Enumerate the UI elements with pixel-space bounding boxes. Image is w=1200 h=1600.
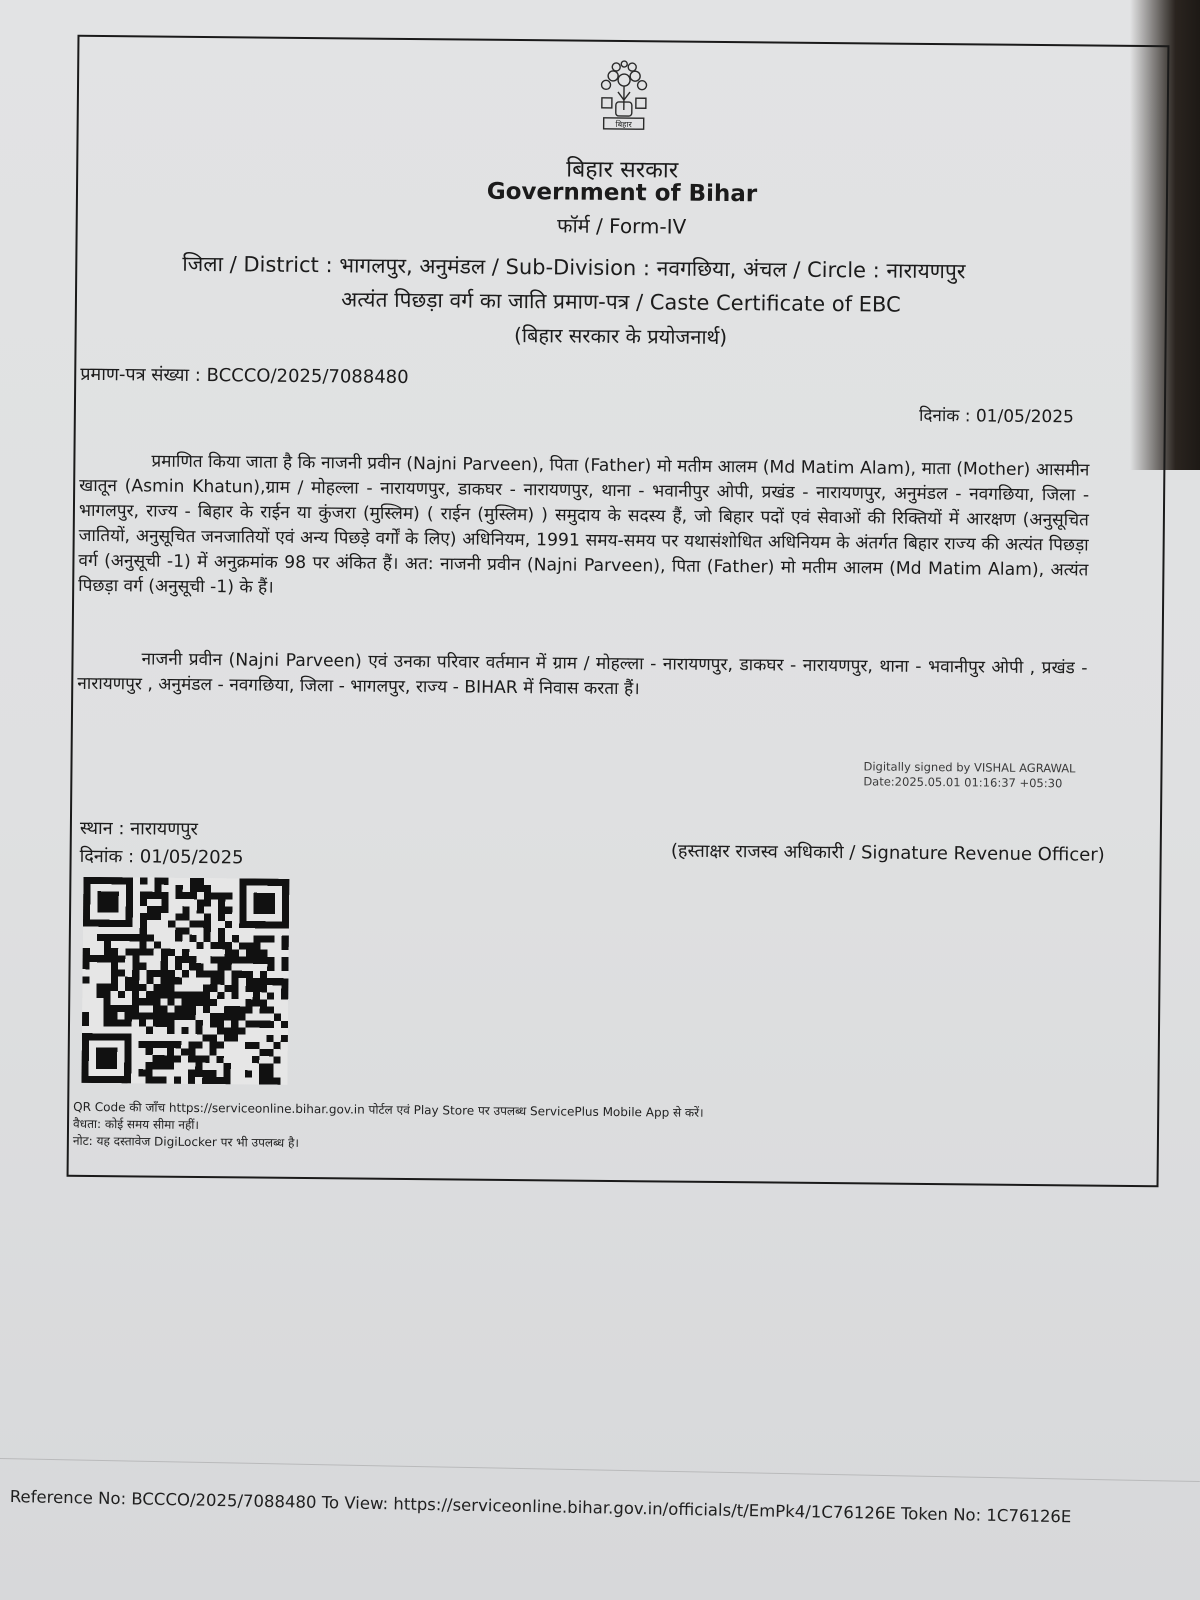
issue-date: दिनांक : 01/05/2025 [918,405,1074,428]
hindi-title: बिहार सरकार [566,156,679,184]
certificate-number: प्रमाण-पत्र संख्या : BCCCO/2025/7088480 [80,363,409,388]
certificate-paragraph-2: नाजनी प्रवीन (Najni Parveen) एवं उनका परिवार वर्तमान में ग्राम / मोहल्ला - नारायणपुर, डाकघर - नारायणपुर, थाना - भवानीपुर ओपी , प्रखंड - नारायणपुर , अनुमंडल - नवगछिया, जिला - भागलपुर, राज्य - BIHAR में निवास करता हैं। [77,649,1088,700]
reference-line: Reference No: BCCCO/2025/7088480 To View: https://serviceonline.bihar.gov.in/officials/t/EmPk4/1C76126E Token No: 1C76126E [9,1487,1072,1527]
certificate-subtitle: (बिहार सरकार के प्रयोजनार्थ) [513,322,728,350]
digital-signature-name: Digitally signed by VISHAL AGRAWAL [863,759,1076,776]
bodhi-tree-emblem-icon [594,60,655,135]
officer-signature-label: (हस्ताक्षर राजस्व अधिकारी / Signature Revenue Officer) [670,840,1105,866]
qr-code-icon [81,877,289,1085]
english-title: Government of Bihar [486,178,758,208]
qr-note: QR Code की जाँच https://serviceonline.bihar.gov.in पोर्टल एवं Play Store पर उपलब्ध ServicePlus Mobile App से करें। [73,1099,704,1120]
certificate-frame [67,35,1170,1187]
district-line: जिला / District : भागलपुर, अनुमंडल / Sub-Division : नवगछिया, अंचल / Circle : नारायणपुर [182,251,966,284]
emblem-label: बिहार [615,119,632,130]
form-label: फॉर्म / Form-IV [556,213,687,239]
place-date-line: दिनांक : 01/05/2025 [79,845,244,869]
place-date-block [79,815,243,873]
digital-signature [863,759,1075,791]
divider [0,1458,1200,1482]
place-line: स्थान : नारायणपुर [79,817,199,840]
certificate-title: अत्यंत पिछड़ा वर्ग का जाति प्रमाण-पत्र / Caste Certificate of EBC [341,287,901,317]
footnotes [73,1099,704,1156]
validity-note: वैधता: कोई समय सीमा नहीं। [72,1116,200,1133]
digilocker-note: नोट: यह दस्तावेज DigiLocker पर भी उपलब्ध है। [72,1133,300,1150]
digital-signature-date: Date:2025.05.01 01:16:37 +05:30 [863,774,1063,791]
certificate-paragraph-1: प्रमाणित किया जाता है कि नाजनी प्रवीन (Najni Parveen), पिता (Father) मो मतीम आलम (Md Matim Alam), माता (Mother) आसमीन खातून (Asmin Khatun),ग्राम / मोहल्ला - नारायणपुर, डाकघर - नारायणपुर, थाना - भवानीपुर ओपी, प्रखंड - नारायणपुर, अनुमंडल - नवगछिया, जिला - भागलपुर, राज्य - बिहार के राईन या कुंजरा (मुस्लिम) ( राईन (मुस्लिम) ) समुदाय के सदस्य हैं, जो बिहार पदों एवं सेवाओं की रिक्तियों में आरक्षण (अनुसूचित जातियों, अनुसूचित जनजातियों एवं अन्य पिछड़े वर्गों के लिए) अधिनियम, 1991 समय-समय पर यथासंशोधित अधिनियम के अंतर्गत बिहार राज्य की अत्यंत पिछड़ा वर्ग (अनुसूची -1) में अनुक्रमांक 98 पर अंकित हैं। अत: नाजनी प्रवीन (Najni Parveen), पिता (Father) मो मतीम आलम (Md Matim Alam), अत्यंत पिछड़ा वर्ग (अनुसूची -1) के हैं। [78,451,1090,598]
